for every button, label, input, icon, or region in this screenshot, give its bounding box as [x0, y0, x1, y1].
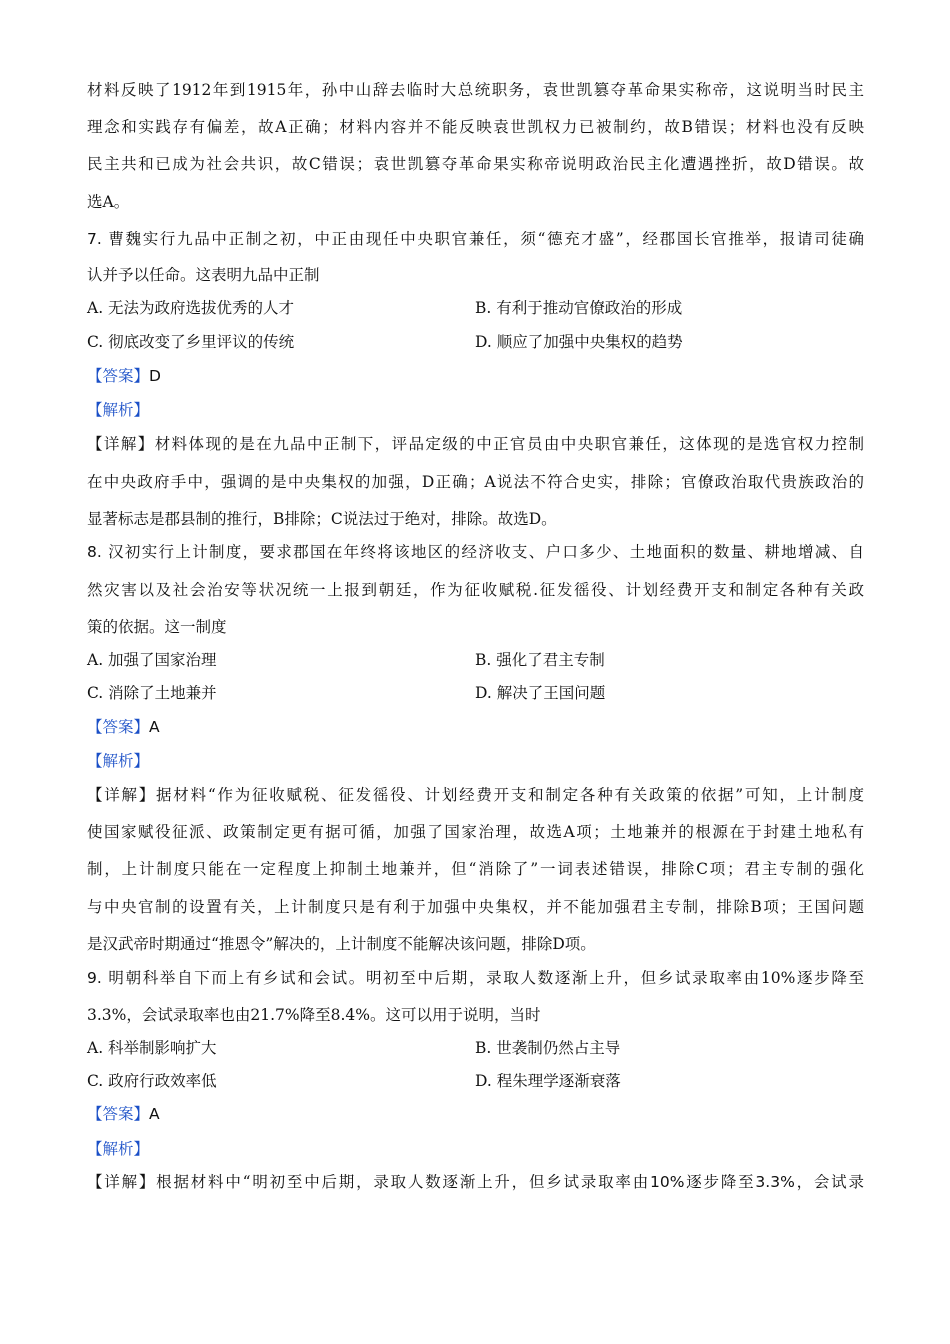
q8-option-d: D. 解决了王国问题	[475, 684, 606, 702]
prev-detail-line-3: 民主共和已成为社会共识，故C错误；袁世凯篡夺革命果实称帝说明政治民主化遭遇挫折，故D错误。故	[87, 155, 864, 173]
prev-detail-line-4: 选A。	[87, 193, 130, 211]
q9-detail-line-1	[87, 1172, 864, 1192]
q8-number: 8.	[87, 543, 102, 561]
q9-detail-text-3: ，会试录	[794, 1173, 864, 1191]
q8-analysis-tag	[87, 751, 864, 771]
q7-option-c: C. 彻底改变了乡里评议的传统	[87, 333, 295, 351]
q8-stem-line-2: 然灾害以及社会治安等状况统一上报到朝廷，作为征收赋税.征发徭役、计划经费开支和制定各种有关政	[87, 581, 864, 599]
q7-detail-line-3: 显著标志是郡县制的推行，B排除；C说法过于绝对，排除。故选D。	[87, 510, 557, 528]
q9-stem-line-2: 3.3%，会试录取率也由21.7%降至8.4%。这可以用于说明，当时	[87, 1006, 541, 1024]
q8-option-a: A. 加强了国家治理	[87, 651, 217, 669]
q8-option-c: C. 消除了土地兼并	[87, 684, 217, 702]
q9-detail-percent-2: 3.3%	[755, 1173, 795, 1191]
q8-answer-tag: 【答案】	[87, 718, 150, 736]
q7-stem-line-2: 认并予以任命。这表明九品中正制	[87, 266, 320, 284]
q8-detail-tag: 【详解】	[87, 786, 157, 804]
q9-detail-tag: 【详解】	[87, 1173, 157, 1191]
q9-detail-percent-1: 10%	[650, 1173, 685, 1191]
q8-detail-line-3: 制，上计制度只能在一定程度上抑制土地兼并，但“消除了”一词表述错误，排除C项；君主专制的强化	[87, 860, 864, 878]
q9-stem-line-1	[87, 968, 864, 988]
q8-analysis-label: 【解析】	[87, 752, 150, 770]
q9-analysis-label: 【解析】	[87, 1140, 150, 1158]
q7-detail-text-1: 材料体现的是在九品中正制下，评品定级的中正官员由中央职官兼任，这体现的是选官权力控制	[154, 435, 864, 453]
q9-option-c: C. 政府行政效率低	[87, 1072, 217, 1090]
q9-stem-text-1: 明朝科举自下而上有乡试和会试。明初至中后期，录取人数逐渐上升，但乡试录取率由10%逐步降至	[108, 969, 864, 987]
q8-detail-line-2: 使国家赋役征派、政策制定更有据可循，加强了国家治理，故选A项；土地兼并的根源在于封建土地私有	[87, 823, 864, 841]
q7-option-a: A. 无法为政府选拔优秀的人才	[87, 299, 295, 317]
q7-detail-line-1	[87, 434, 864, 454]
prev-detail-line-1: 材料反映了1912年到1915年，孙中山辞去临时大总统职务，袁世凯篡夺革命果实称帝，这说明当时民主	[87, 81, 864, 99]
q7-number: 7.	[87, 230, 102, 248]
q8-option-b: B. 强化了君主专制	[475, 651, 605, 669]
q9-option-b: B. 世袭制仍然占主导	[475, 1039, 621, 1057]
q8-answer	[87, 717, 864, 737]
q7-detail-tag: 【详解】	[87, 435, 155, 453]
q9-analysis-tag	[87, 1139, 864, 1159]
q8-answer-value: A	[149, 718, 160, 736]
q8-detail-line-1	[87, 785, 864, 805]
q7-option-b: B. 有利于推动官僚政治的形成	[475, 299, 683, 317]
q8-detail-line-5: 是汉武帝时期通过“推恩令”解决的，上计制度不能解决该问题，排除D项。	[87, 935, 596, 953]
q7-stem-line-1	[87, 229, 864, 249]
q8-stem-line-1	[87, 542, 864, 562]
q9-option-d: D. 程朱理学逐渐衰落	[475, 1072, 621, 1090]
q7-answer-tag: 【答案】	[87, 367, 150, 385]
q9-detail-text-2: 逐步降至	[684, 1173, 756, 1191]
q7-answer	[87, 366, 864, 386]
q7-analysis-label: 【解析】	[87, 401, 150, 419]
q9-answer	[87, 1104, 864, 1124]
q7-detail-line-2: 在中央政府手中，强调的是中央集权的加强，D正确；A说法不符合史实，排除；官僚政治取代贵族政治的	[87, 473, 864, 491]
prev-detail-line-2: 理念和实践存有偏差，故A正确；材料内容并不能反映袁世凯权力已被制约，故B错误；材料也没有反映	[87, 118, 864, 136]
q7-answer-value: D	[149, 367, 161, 385]
q9-option-a: A. 科举制影响扩大	[87, 1039, 217, 1057]
q7-stem-text-1: 曹魏实行九品中正制之初，中正由现任中央职官兼任，须“德充才盛”，经郡国长官推举，报请司徒确	[108, 230, 864, 248]
q9-answer-value: A	[149, 1105, 160, 1123]
q8-stem-text-1: 汉初实行上计制度，要求郡国在年终将该地区的经济收支、户口多少、土地面积的数量、耕地增减、自	[108, 543, 864, 561]
q8-detail-text-1: 据材料“作为征收赋税、征发徭役、计划经费开支和制定各种有关政策的依据”可知，上计制度	[156, 786, 864, 804]
q9-answer-tag: 【答案】	[87, 1105, 150, 1123]
q9-detail-text-1: 根据材料中“明初至中后期，录取人数逐渐上升，但乡试录取率由	[156, 1173, 651, 1191]
q7-option-d: D. 顺应了加强中央集权的趋势	[475, 333, 683, 351]
q8-detail-line-4: 与中央官制的设置有关，上计制度只是有利于加强中央集权，并不能加强君主专制，排除B项；王国问题	[87, 898, 864, 916]
q9-number: 9.	[87, 969, 102, 987]
q8-stem-line-3: 策的依据。这一制度	[87, 618, 227, 636]
q7-analysis-tag	[87, 400, 864, 420]
